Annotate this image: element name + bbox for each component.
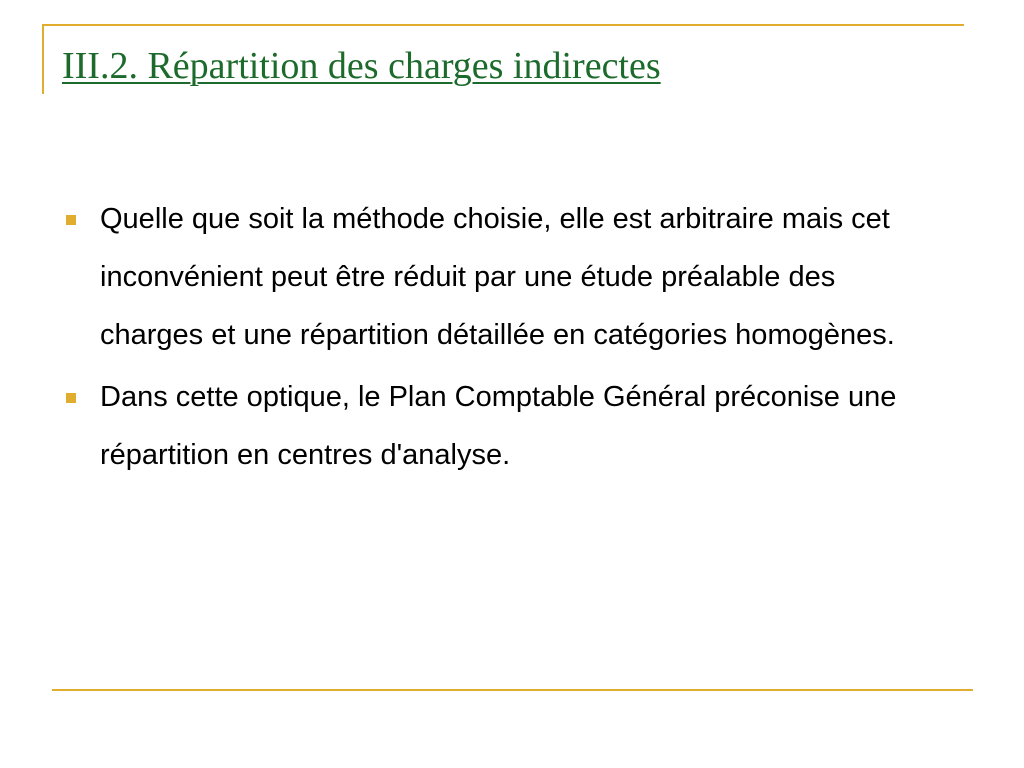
slide-title: III.2. Répartition des charges indirectes: [62, 45, 661, 87]
bullet-text: Dans cette optique, le Plan Comptable Général préconise une répartition en centres d'analyse.: [100, 381, 897, 471]
bullet-list: [62, 190, 912, 488]
square-bullet-icon: [66, 215, 76, 225]
bullet-item: [62, 190, 912, 364]
top-rule: [42, 24, 964, 26]
left-rule: [42, 24, 44, 94]
square-bullet-icon: [66, 393, 76, 403]
bullet-text: Quelle que soit la méthode choisie, elle est arbitraire mais cet inconvénient peut être réduit par une étude préalable des charges et une répartition détaillée en catégories homogènes.: [100, 203, 895, 351]
bottom-rule: [52, 689, 973, 691]
bullet-item: [62, 368, 912, 484]
